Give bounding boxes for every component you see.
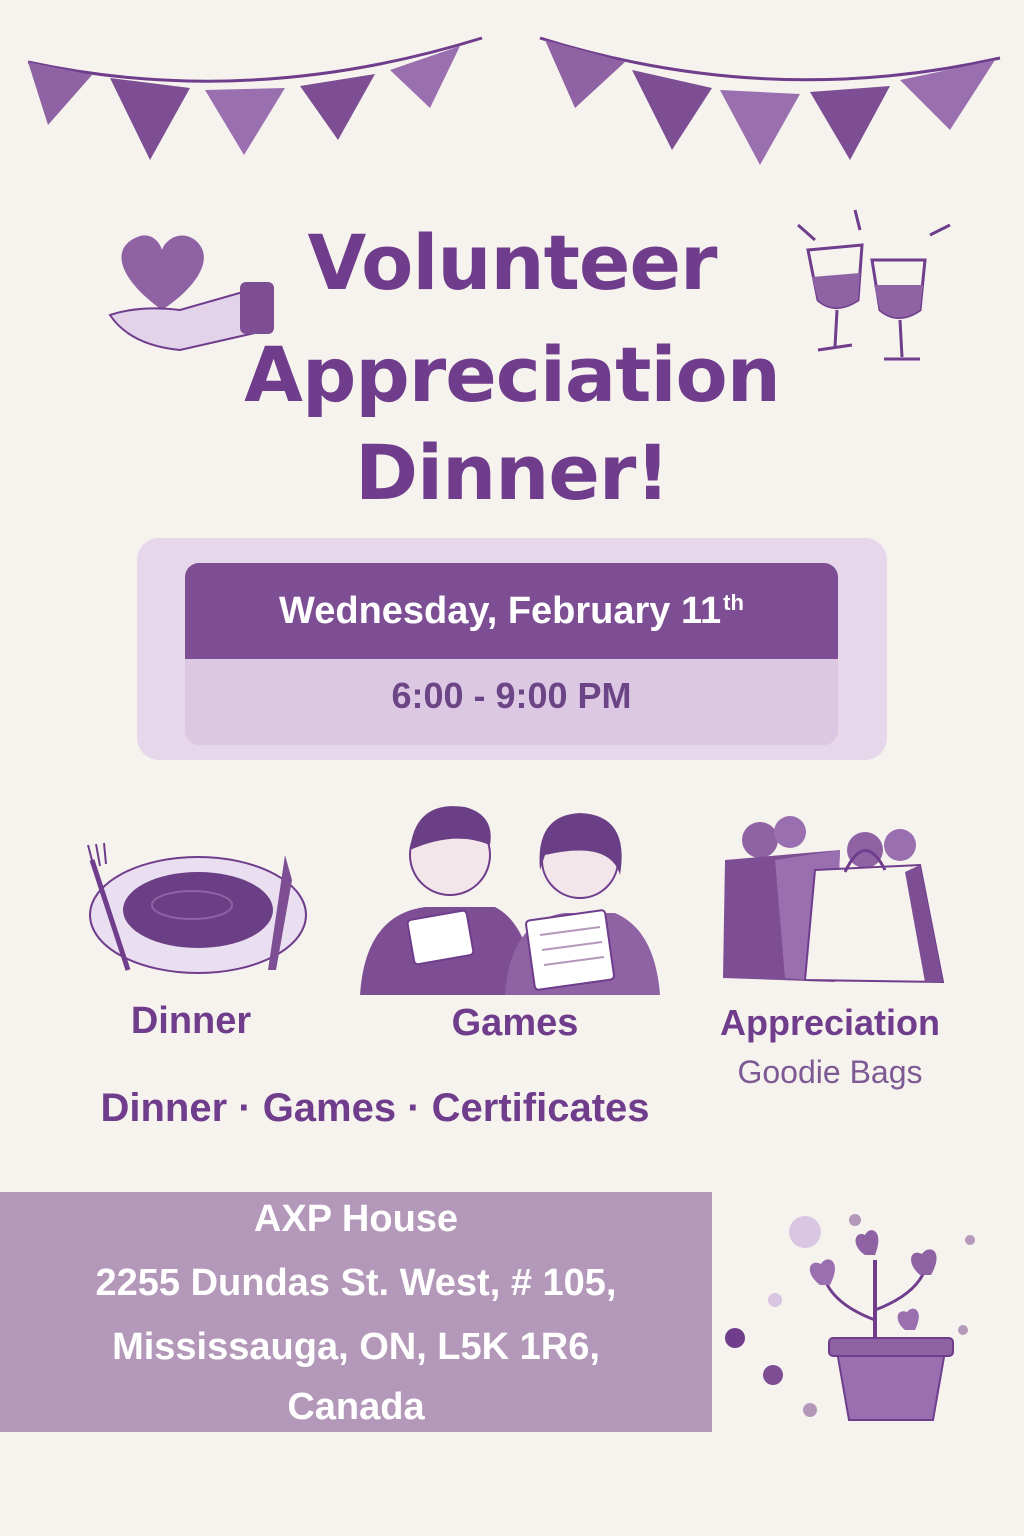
feature-dinner-label: Dinner bbox=[130, 1000, 252, 1042]
venue-name: AXP House bbox=[253, 1198, 459, 1240]
features-summary: Dinner · Games · Certificates bbox=[100, 1086, 650, 1130]
friends-playing-games-icon bbox=[355, 795, 665, 1005]
event-date-suffix: th bbox=[723, 590, 744, 615]
title-line-2: Appreciation bbox=[244, 330, 780, 419]
event-date-text: Wednesday, February 11 bbox=[279, 589, 722, 632]
event-date bbox=[185, 563, 838, 659]
feature-games-label: Games bbox=[451, 1002, 579, 1044]
address-street: 2255 Dundas St. West, # 105, bbox=[95, 1262, 617, 1304]
title-line-3: Dinner! bbox=[354, 428, 670, 517]
title-line-1: Volunteer bbox=[307, 218, 717, 307]
dinner-plate-icon bbox=[80, 840, 315, 980]
goodie-bags-icon bbox=[715, 810, 950, 990]
event-time: 6:00 - 9:00 PM bbox=[391, 675, 632, 716]
address-country: Canada bbox=[287, 1386, 425, 1428]
bunting-banner bbox=[0, 0, 1024, 180]
address-city: Mississauga, ON, L5K 1R6, bbox=[112, 1326, 600, 1368]
feature-appreciation-label: Appreciation bbox=[719, 1002, 941, 1043]
feature-goodie-bags-label: Goodie Bags bbox=[737, 1054, 923, 1090]
potted-heart-plant-icon bbox=[715, 1210, 985, 1450]
